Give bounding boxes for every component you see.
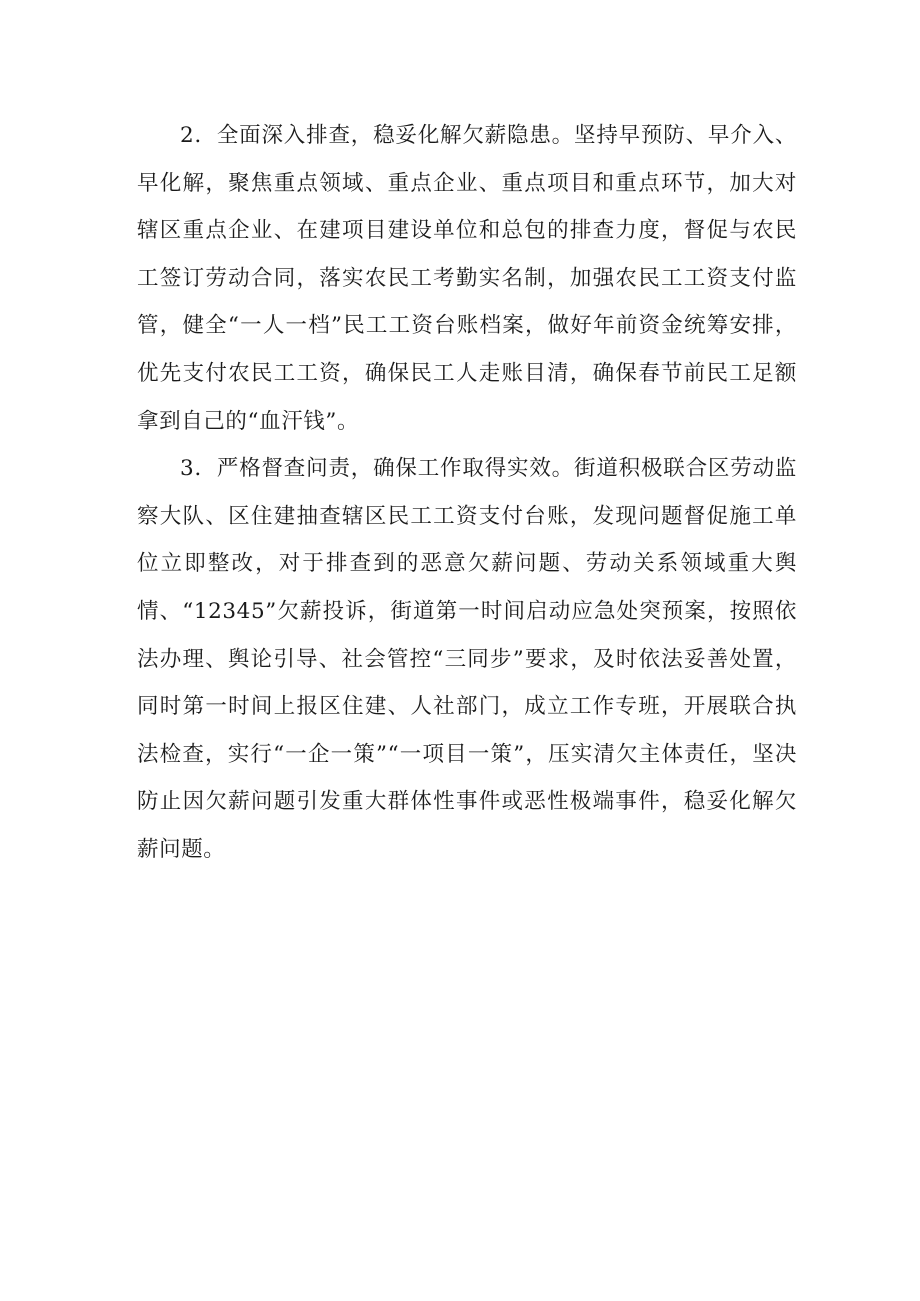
paragraph-3: 3．严格督查问责，确保工作取得实效。街道积极联合区劳动监察大队、区住建抽查辖区民工工资支付台账，发现问题督促施工单位立即整改，对于排查到的恶意欠薪问题、劳动关系领域重大舆情、“12345”欠薪投诉，街道第一时间启动应急处突预案，按照依法办理、舆论引导、社会管控“三同步”要求，及时依法妥善处置，同时第一时间上报区住建、人社部门，成立工作专班，开展联合执法检查，实行“一企一策”“一项目一策”，压实清欠主体责任，坚决防止因欠薪问题引发重大群体性事件或恶性极端事件，稳妥化解欠薪问题。 [137,456,797,862]
document-body [137,112,797,874]
paragraph-2: 2．全面深入排查，稳妥化解欠薪隐患。坚持早预防、早介入、早化解，聚焦重点领域、重点企业、重点项目和重点环节，加大对辖区重点企业、在建项目建设单位和总包的排查力度，督促与农民工签订劳动合同，落实农民工考勤实名制，加强农民工工资支付监管，健全“一人一档”民工工资台账档案，做好年前资金统筹安排，优先支付农民工工资，确保民工人走账目清，确保春节前民工足额拿到自己的“血汗钱”。 [137,123,797,434]
